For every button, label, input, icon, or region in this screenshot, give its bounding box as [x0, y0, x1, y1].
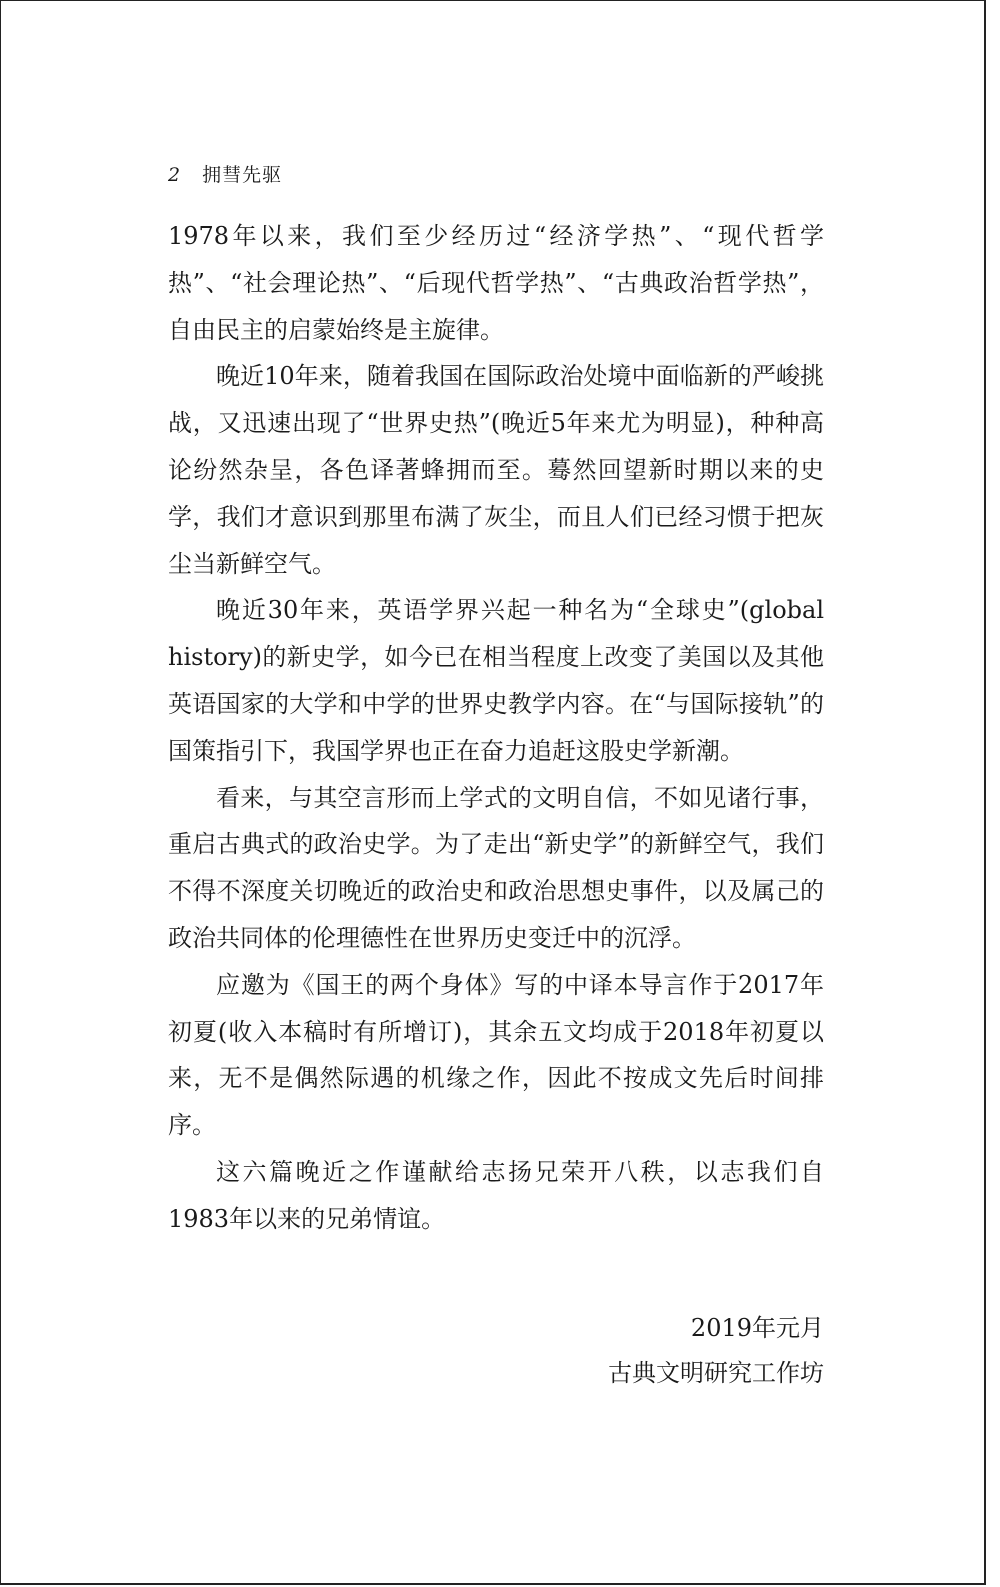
paragraph: 1978年以来，我们至少经历过“经济学热”、“现代哲学热”、“社会理论热”、“后现代哲学热”、“古典政治哲学热”，自由民主的启蒙始终是主旋律。	[168, 222, 824, 344]
paragraph: 这六篇晚近之作谨献给志扬兄荣开八秩，以志我们自1983年以来的兄弟情谊。	[168, 1157, 824, 1233]
body-text	[168, 213, 824, 1243]
paragraph: 看来，与其空言形而上学式的文明自信，不如见诸行事，重启古典式的政治史学。为了走出“新史学”的新鲜空气，我们不得不深度关切晚近的政治史和政治思想史事件，以及属己的政治共同体的伦理德性在世界历史变迁中的沉浮。	[168, 783, 824, 952]
page-number: 2	[168, 164, 181, 186]
paragraph: 晚近30年来，英语学界兴起一种名为“全球史”(global history)的新史学，如今已在相当程度上改变了美国以及其他英语国家的大学和中学的世界史教学内容。在“与国际接轨”的国策指引下，我国学界也正在奋力追赶这股史学新潮。	[168, 596, 824, 765]
running-head	[168, 160, 282, 190]
signature-date: 2019年元月	[690, 1314, 824, 1342]
signature-block	[500, 1306, 824, 1396]
paragraph: 晚近10年来，随着我国在国际政治处境中面临新的严峻挑战，又迅速出现了“世界史热”(晚近5年来尤为明显)，种种高论纷然杂呈，各色译著蜂拥而至。蓦然回望新时期以来的史学，我们才意识到那里布满了灰尘，而且人们已经习惯于把灰尘当新鲜空气。	[168, 362, 824, 578]
signature-author: 古典文明研究工作坊	[608, 1359, 824, 1387]
paragraph: 应邀为《国王的两个身体》写的中译本导言作于2017年初夏(收入本稿时有所增订)，其余五文均成于2018年初夏以来，无不是偶然际遇的机缘之作，因此不按成文先后时间排序。	[168, 970, 824, 1140]
book-title: 拥彗先驱	[202, 164, 283, 186]
